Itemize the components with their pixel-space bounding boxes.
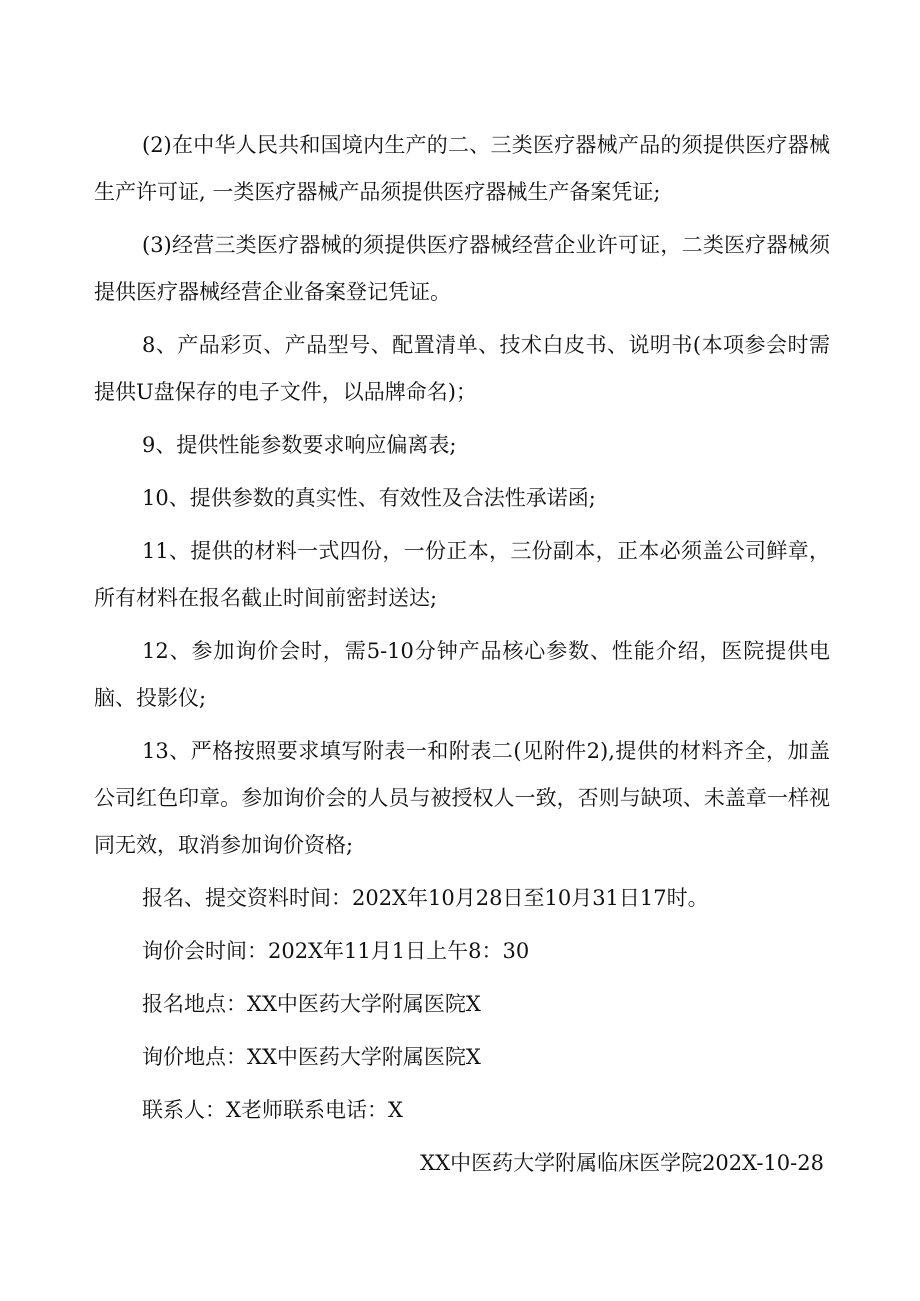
requirement-item-2-production-license: (2)在中华人民共和国境内生产的二、三类医疗器械产品的须提供医疗器械生产许可证, 一类医疗器械产品须提供医疗器械生产备案凭证; <box>94 133 830 204</box>
requirement-item-10-commitment-letter: 10、提供参数的真实性、有效性及合法性承诺函; <box>142 486 596 510</box>
requirement-item-13-forms: 13、严格按照要求填写附表一和附表二(见附件2),提供的材料齐全，加盖公司红色印章。参加询价会的人员与被授权人一致，否则与缺项、未盖章一样视同无效，取消参加询价资格; <box>94 739 830 857</box>
inquiry-place: 询价地点：XX中医药大学附属医院X <box>142 1045 481 1069</box>
requirement-item-12-presentation: 12、参加询价会时，需5-10分钟产品核心参数、性能介绍，医院提供电脑、投影仪; <box>94 639 830 710</box>
requirement-item-8-product-materials: 8、产品彩页、产品型号、配置清单、技术白皮书、说明书(本项参会时需提供U盘保存的电子文件，以品牌命名)； <box>94 333 830 404</box>
meeting-time: 询价会时间：202X年11月1日上午8：30 <box>142 939 530 963</box>
registration-time: 报名、提交资料时间：202X年10月28日至10月31日17时。 <box>142 886 709 910</box>
document-body <box>94 122 830 1187</box>
registration-place: 报名地点：XX中医药大学附属医院X <box>142 992 481 1016</box>
requirement-item-9-deviation-table: 9、提供性能参数要求响应偏离表; <box>142 433 457 457</box>
requirement-item-3-operation-license: (3)经营三类医疗器械的须提供医疗器械经营企业许可证，二类医疗器械须提供医疗器械经营企业备案登记凭证。 <box>94 233 830 304</box>
issuer-signature-date: XX中医药大学附属临床医学院202X-10-28 <box>420 1151 824 1175</box>
contact-info: 联系人：X老师联系电话：X <box>142 1098 403 1122</box>
requirement-item-11-copies: 11、提供的材料一式四份，一份正本，三份副本，正本必须盖公司鲜章，所有材料在报名截止时间前密封送达; <box>94 539 830 610</box>
